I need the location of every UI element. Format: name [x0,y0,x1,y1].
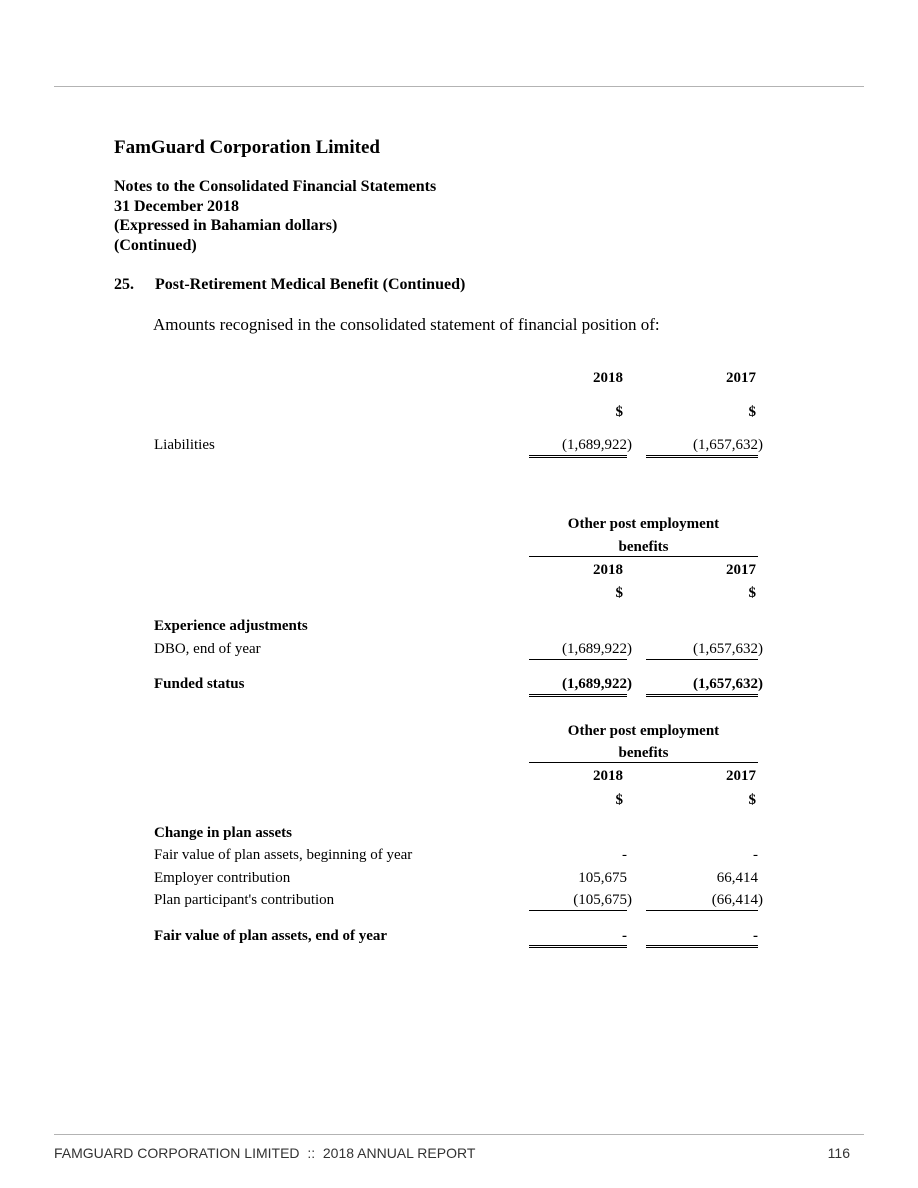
employer-contribution-label: Employer contribution [154,870,291,886]
funded-status-label: Funded status [154,676,245,692]
table2-group-header-line2: benefits [618,539,669,555]
continued-note: (Continued) [114,237,197,254]
fv-end-2018-double-underline [529,945,627,948]
funded-status-2018: (1,689,922 [562,676,627,692]
funded-status-2018-paren: ) [627,676,632,692]
participant-contribution-2017: (66,414 [711,892,758,908]
employer-contribution-2017: 66,414 [716,870,758,886]
table3-group-header-line2: benefits [618,745,669,761]
liabilities-label: Liabilities [154,437,215,453]
liabilities-2017: (1,657,632 [693,437,758,453]
participant-contribution-2018: (105,675 [573,892,627,908]
dbo-2018-paren: ) [627,641,632,657]
table1-currency-2017: $ [748,404,756,420]
table3-currency-2018: $ [615,792,623,808]
participant-contribution-2018-underline [529,910,627,911]
liabilities-2017-paren: ) [758,437,763,453]
report-date: 31 December 2018 [114,198,239,215]
table1-col-2018: 2018 [593,370,623,386]
footer-report-title: FAMGUARD CORPORATION LIMITED :: 2018 ANNUAL REPORT [54,1145,476,1161]
dbo-label: DBO, end of year [154,641,261,657]
fv-beginning-label: Fair value of plan assets, beginning of year [154,847,413,863]
fv-end-2017: - [753,928,758,944]
table2-currency-2018: $ [615,585,623,601]
fv-end-2017-double-underline [646,945,758,948]
section-number: 25. [114,276,134,293]
table2-header-rule [529,556,758,557]
fv-end-2018: - [622,928,627,944]
funded-status-2017: (1,657,632 [693,676,758,692]
company-name: FamGuard Corporation Limited [114,137,380,158]
liabilities-2018: (1,689,922 [562,437,627,453]
liabilities-2017-double-underline [646,455,758,458]
liabilities-2018-double-underline [529,455,627,458]
table3-group-header-line1: Other post employment [567,723,720,739]
section-title: Post-Retirement Medical Benefit (Continued) [155,276,466,293]
currency-note: (Expressed in Bahamian dollars) [114,217,338,234]
participant-contribution-2018-paren: ) [627,892,632,908]
notes-title: Notes to the Consolidated Financial Statements [114,178,437,195]
funded-status-2017-paren: ) [758,676,763,692]
table2-group-header-line1: Other post employment [567,516,720,532]
dbo-2017-underline [646,659,758,660]
intro-text: Amounts recognised in the consolidated statement of financial position of: [153,315,660,334]
fv-end-label: Fair value of plan assets, end of year [154,928,388,944]
table3-col-2017: 2017 [726,768,756,784]
participant-contribution-label: Plan participant's contribution [154,892,335,908]
table3-col-2018: 2018 [593,768,623,784]
fv-beginning-2018: - [622,847,627,863]
liabilities-2018-paren: ) [627,437,632,453]
table2-col-2018: 2018 [593,562,623,578]
footer-page-number: 116 [827,1145,850,1161]
table1-col-2017: 2017 [726,370,756,386]
table2-currency-2017: $ [748,585,756,601]
dbo-2018-underline [529,659,627,660]
table3-currency-2017: $ [748,792,756,808]
table3-header-rule [529,762,758,763]
dbo-2017: (1,657,632 [693,641,758,657]
table2-col-2017: 2017 [726,562,756,578]
funded-status-2018-double-underline [529,694,627,697]
experience-adjustments-heading: Experience adjustments [154,618,308,634]
change-in-plan-assets-heading: Change in plan assets [154,825,292,841]
dbo-2017-paren: ) [758,641,763,657]
funded-status-2017-double-underline [646,694,758,697]
footer-rule [54,1134,864,1135]
employer-contribution-2018: 105,675 [578,870,627,886]
table1-currency-2018: $ [615,404,623,420]
top-rule [54,86,864,87]
fv-beginning-2017: - [753,847,758,863]
dbo-2018: (1,689,922 [562,641,627,657]
participant-contribution-2017-underline [646,910,758,911]
participant-contribution-2017-paren: ) [758,892,763,908]
